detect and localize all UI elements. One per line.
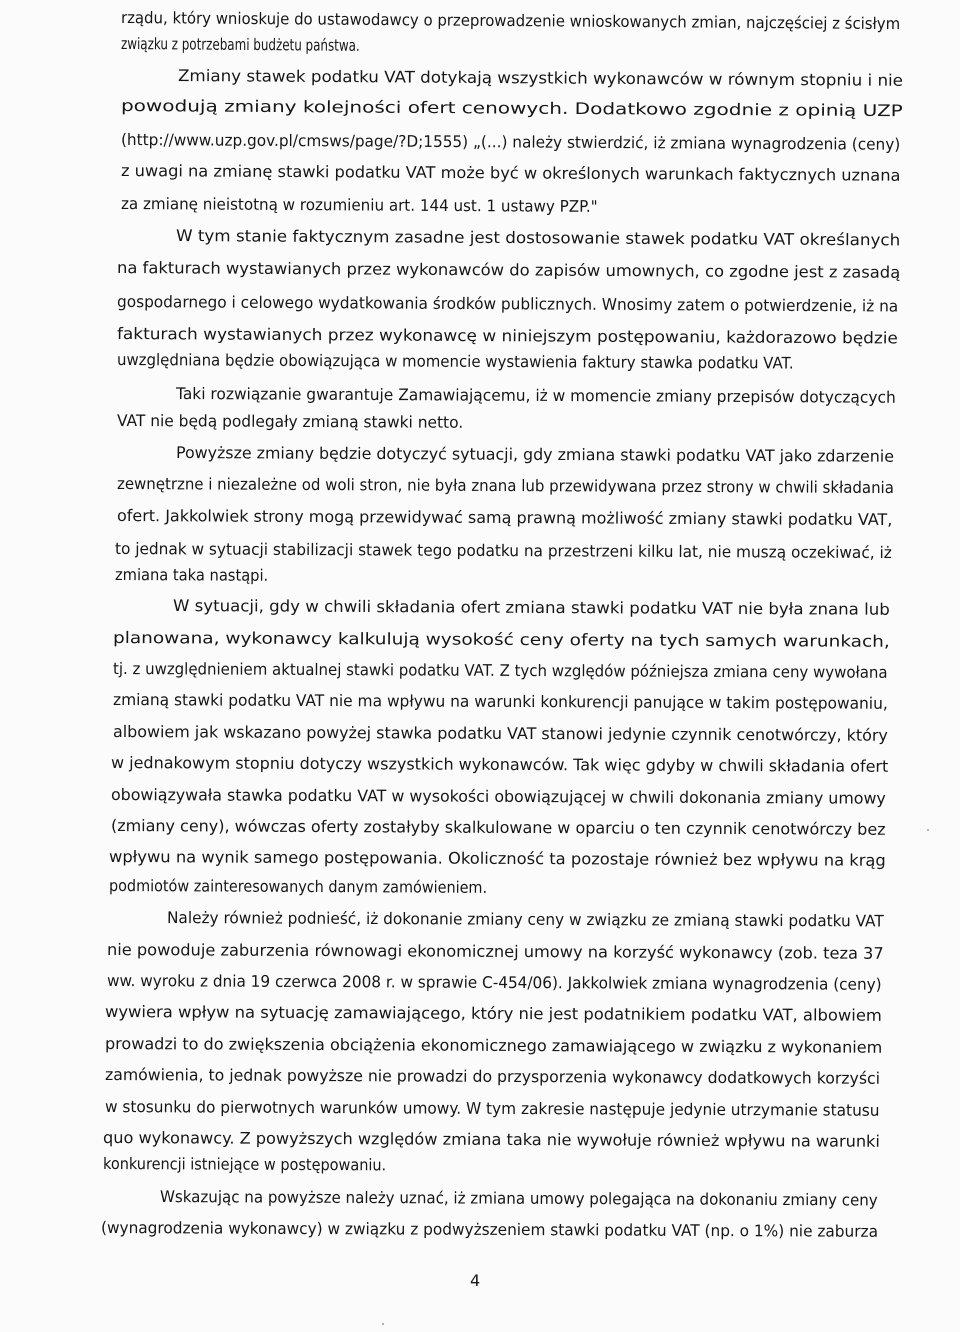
text-line: to jednak w sytuacji stabilizacji stawek tego podatku na przestrzeni kilku lat, nie muszą oczekiwać, iż: [114, 539, 892, 563]
text-line: wpływu na wynik samego postępowania. Okoliczność ta pozostaje również bez wpływu na krąg: [108, 847, 886, 870]
text-line: z uwagi na zmianę stawki podatku VAT może być w określonych warunkach faktycznych uznana: [120, 161, 901, 185]
text-line: zamówienia, to jednak powyższe nie prowadzi do przysporzenia wykonawcy dodatkowych korzyści: [104, 1065, 881, 1088]
scan-speck: [382, 1323, 384, 1325]
text-line: nie powoduje zaburzenia równowagi ekonomicznej umowy na korzyść wykonawcy (zob. teza 37: [106, 940, 884, 963]
text-line: związku z potrzebami budżetu państwa.: [120, 34, 360, 55]
text-line: Taki rozwiązanie gwarantuje Zamawiającemu, iż w momencie zmiany przepisów dotyczących: [175, 384, 896, 407]
text-line: W sytuacji, gdy w chwili składania ofert zmiana stawki podatku VAT nie była znana lub: [172, 596, 890, 619]
text-line: w jednakowym stopniu dotyczy wszystkich wykonawców. Tak więc gdyby w chwili składania ofert: [110, 753, 889, 776]
text-line: albowiem jak wskazano powyżej stawka podatku VAT stanowi jedynie czynnik cenotwórczy, który: [112, 722, 888, 745]
text-line: VAT nie będą podlegały zmianą stawki netto.: [116, 411, 464, 432]
text-line: Zmiany stawek podatku VAT dotykają wszystkich wykonawców w równym stopniu i nie: [177, 66, 904, 90]
text-line: gospodarnego i celowego wydatkowania środków publicznych. Wnosimy zatem o potwierdzenie, iż na: [116, 292, 899, 316]
scan-speck: [927, 829, 929, 831]
text-line: zewnętrzne i niezależne od woli stron, nie była znana lub przewidywana przez strony w chwili składania: [116, 474, 894, 498]
text-line: na fakturach wystawianych przez wykonawców do zapisów umownych, co zgodne jest z zasadą: [116, 258, 901, 282]
text-line: uwzględniana będzie obowiązująca w momencie wystawienia faktury stawka podatku VAT.: [116, 350, 794, 373]
text-line: rządu, który wnioskuje do ustawodawcy o przeprowadzenie wnioskowanych zmian, najczęściej z ścisłym: [120, 8, 901, 34]
text-line: konkurencji istniejące w postępowaniu.: [102, 1154, 387, 1175]
text-line: w stosunku do pierwotnych warunków umowy. W tym zakresie następuje jedynie utrzymanie statusu: [104, 1097, 880, 1120]
text-line: (http://www.uzp.gov.pl/cmsws/page/?D;1555) „(...) należy stwierdzić, iż zmiana wynagrodzenia (ceny): [120, 130, 901, 154]
text-line: planowana, wykonawcy kalkulują wysokość ceny oferty na tych samych warunkach,: [112, 628, 890, 651]
text-line: powodują zmiany kolejności ofert cenowych. Dodatkowo zgodnie z opinią UZP: [120, 96, 903, 121]
text-line: W tym stanie faktycznym zasadne jest dostosowanie stawek podatku VAT określanych: [175, 226, 901, 250]
text-line: prowadzi to do zwiększenia obciążenia ekonomicznego zamawiającego w związku z wykonaniem: [104, 1034, 883, 1057]
text-line: za zmianę nieistotną w rozumieniu art. 144 ust. 1 ustawy PZP.": [120, 194, 598, 216]
text-line: (zmiany ceny), wówczas oferty zostałyby skalkulowane w oparciu o ten czynnik cenotwórczy bez: [110, 816, 886, 839]
text-line: ww. wyroku z dnia 19 czerwca 2008 r. w sprawie C-454/06). Jakkolwiek zmiana wynagrodzenia (ceny): [106, 971, 882, 994]
text-line: obowiązywała stawka podatku VAT w wysokości obowiązującej w chwili dokonania zmiany umowy: [110, 785, 886, 808]
text-line: zmiana taka nastąpi.: [114, 565, 269, 585]
text-line: podmiotów zainteresowanych danym zamówieniem.: [108, 876, 488, 897]
text-line: quo wykonawcy. Z powyższych względów zmiana taka nie wywołuje również wpływu na warunki: [102, 1128, 880, 1151]
text-line: fakturach wystawianych przez wykonawcę w niniejszym postępowaniu, każdorazowo będzie: [116, 324, 898, 348]
text-line: Wskazując na powyższe należy uznać, iż zmiana umowy polegająca na dokonaniu zmiany ceny: [159, 1187, 878, 1210]
text-line: tj. z uwzględnieniem aktualnej stawki podatku VAT. Z tych względów późniejsza zmiana ceny wywołana: [112, 659, 888, 682]
text-line: Powyższe zmiany będzie dotyczyć sytuacji, gdy zmiana stawki podatku VAT jako zdarzenie: [175, 443, 895, 466]
text-line: Należy również podnieść, iż dokonanie zmiany ceny w związku ze zmianą stawki podatku VAT: [166, 908, 884, 931]
text-line: ofert. Jakkolwiek strony mogą przewidywać samą prawną możliwość zmiany stawki podatku VAT,: [116, 506, 893, 530]
text-line: (wynagrodzenia wykonawcy) w związku z podwyższeniem stawki podatku VAT (np. o 1%) nie zaburza: [100, 1218, 879, 1241]
text-line: wywiera wpływ na sytuację zamawiającego, który nie jest podatnikiem podatku VAT, albowiem: [104, 1002, 882, 1025]
page-number: 4: [470, 1271, 481, 1290]
text-line: zmianą stawki podatku VAT nie ma wpływu na warunki konkurencji panujące w takim postępowaniu,: [112, 690, 888, 713]
